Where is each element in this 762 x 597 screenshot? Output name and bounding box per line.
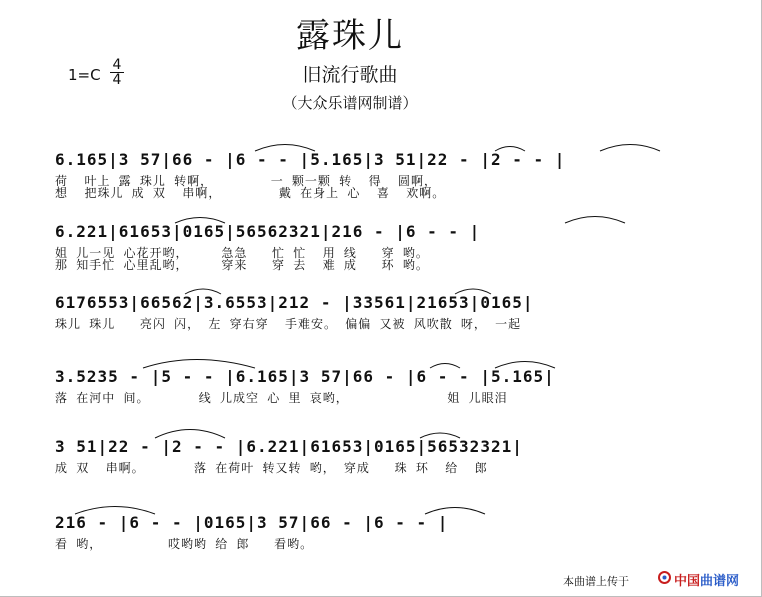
song-subtitle: 旧流行歌曲 (302, 64, 398, 86)
lyric-line: 成 双 串啊。 落 在荷叶 转又转 哟， 穿成 珠 环 给 郎 (55, 461, 488, 475)
site-logo[interactable] (658, 568, 756, 588)
lyric-line: 珠儿 珠儿 亮闪 闪， 左 穿右穿 手难安。 偏偏 又被 风吹散 呀， 一起 (55, 317, 522, 331)
notation-line: 3 51|22 - |2 - - |6.221|61653|0165|56532321| (55, 437, 523, 456)
time-signature-bottom: 4 (112, 72, 122, 88)
score-credit: （大众乐谱网制谱） (282, 94, 418, 112)
notation-line: 3.5235 - |5 - - |6.165|3 57|66 - |6 - - |5.165| (55, 367, 555, 386)
notation-line: 6.221|61653|0165|56562321|216 - |6 - - | (55, 222, 481, 241)
time-signature (110, 58, 124, 87)
notation-line: 6.165|3 57|66 - |6 - - |5.165|3 51|22 - |2 - - | (55, 150, 566, 169)
logo-text-blue: 曲谱网 (700, 574, 740, 589)
lyric-line: 看 哟， 哎哟哟 给 郎 看哟。 (55, 537, 314, 551)
lyric-line: 落 在河中 间。 线 儿成空 心 里 哀哟， 姐 儿眼泪 (55, 391, 508, 405)
song-title: 露珠儿 (296, 16, 404, 56)
lyric-line: 荷 叶上 露 珠儿 转啊， 一 颗一颗 转 得 圆啊， (55, 174, 438, 188)
lyric-line-verse-2: 想 把珠儿 成 双 串啊， 戴 在身上 心 喜 欢啊。 (55, 186, 446, 200)
time-signature-top: 4 (110, 58, 124, 73)
lyric-line-verse-2: 那 知手忙 心里乱哟， 穿来 穿 去 难 成 环 哟。 (55, 258, 429, 272)
lyric-line: 姐 儿一见 心花开哟， 急急 忙 忙 用 线 穿 哟。 (55, 246, 429, 260)
logo-mark-icon (658, 571, 671, 584)
notation-line: 216 - |6 - - |0165|3 57|66 - |6 - - | (55, 513, 449, 532)
notation-line: 6176553|66562|3.6553|212 - |33561|21653|0165| (55, 293, 534, 312)
upload-credit: 本曲谱上传于 (563, 575, 629, 588)
logo-text-red: 中国 (674, 574, 701, 589)
logo-text (674, 570, 739, 589)
key-signature: 1=C (68, 66, 101, 84)
